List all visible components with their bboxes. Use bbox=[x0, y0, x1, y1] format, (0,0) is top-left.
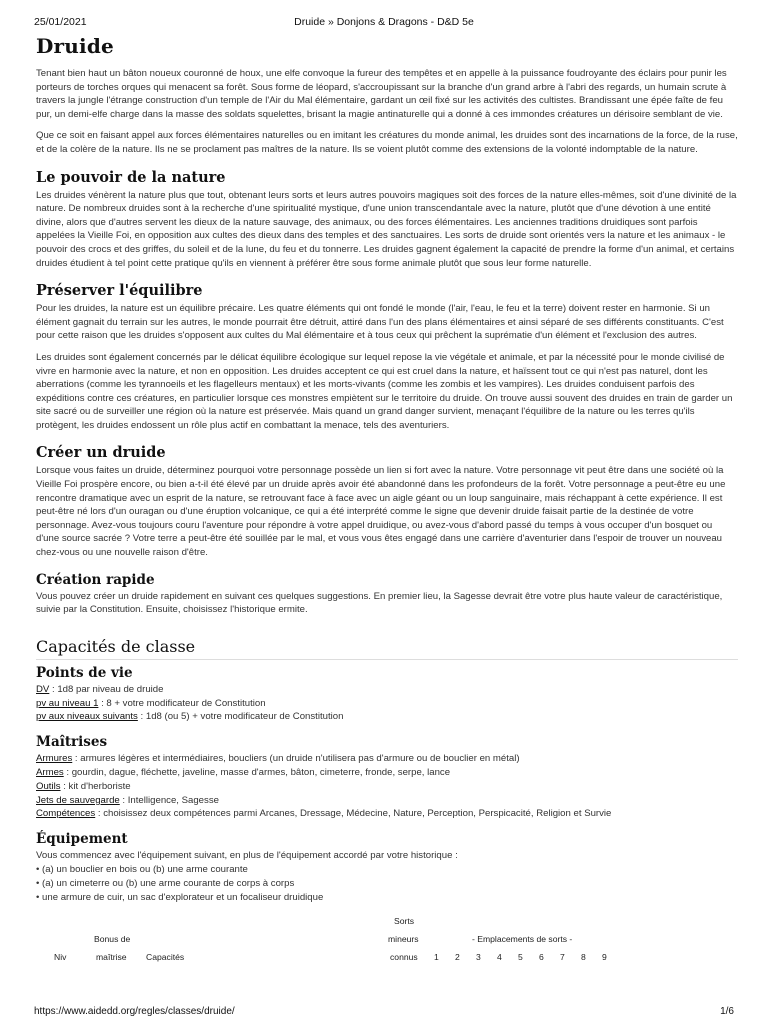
maitrise-line-sauvegarde bbox=[36, 794, 738, 808]
pv-line-niveau1 bbox=[36, 697, 738, 711]
pv-label: DV bbox=[36, 683, 50, 695]
th-slot-7: 7 bbox=[560, 952, 565, 963]
heading-points-de-vie: Points de vie bbox=[36, 664, 133, 681]
equipement-item: • (a) un cimeterre ou (b) une arme courante de corps à corps bbox=[36, 877, 295, 889]
maitrise-value: : kit d'herboriste bbox=[60, 780, 131, 792]
maitrise-label: Armes bbox=[36, 767, 64, 778]
th-maitrise: maîtrise bbox=[96, 952, 127, 963]
maitrise-label: Armures bbox=[36, 753, 73, 765]
creer-paragraph: Lorsque vous faites un druide, déterminez pourquoi votre personnage possède un lien si fort avec la nature. Votre personnage vit peut être dans une société où la Vieille Foi prospère encore, ou bien a-t-il été élevé par un druide après avoir été abandonné dans les profondeurs de la forêt. Votre personnage a peut-être eu une rencontre dramatique avec un esprit de la nature, se retrouvant face à face avec un aigle géant ou un loup sanguinaire, mais réchappant à cette expérience. Il est peut-être né lors d'un ouragan ou d'une éruption volcanique, ce qui a été interprété comme le signe que devenir druide faisait partie de la destinée de votre personnage. Avez-vous toujours couru l'aventure pour répondre à votre appel druidique, ou avez-vous d'abord passé du temps à vous occuper d'un bosquet ou d'une source sacrée ? Votre terre a peut-être été souillée par le mal, et vous vous êtes engagé dans une carrière d'aventurier dans l'espoir de trouver un nouveau chez-vous ou une nouvelle raison d'être. bbox=[36, 465, 726, 559]
print-header bbox=[34, 16, 734, 30]
th-slot-4: 4 bbox=[497, 952, 502, 963]
pv-label: pv au niveau 1 bbox=[36, 697, 99, 709]
print-url: https://www.aidedd.org/regles/classes/druide/ bbox=[34, 1006, 235, 1017]
pouvoir-paragraph: Les druides vénèrent la nature plus que tout, obtenant leurs sorts et leurs autres pouvoirs magiques soit des forces de la nature elles-mêmes, soit d'une divinité de la nature. De nombreux druides sont à la recherche d'une spiritualité mystique, d'une union transcendantale avec la nature, plutôt que d'une dévotion à une entité divine, alors que d'autres servent les dieux de la nature sauvage, des animaux, ou des forces élémentaires. Les anciennes traditions druidiques sont parfois appelées la Vieille Foi, en opposition aux cultes des dieux dans des temples et des sanctuaires. Les sorts de druide sont orientés vers la nature et les animaux - le pouvoir des crocs et des griffes, du soleil et de la lune, du feu et du tonnerre. Les druides gagnent également la capacité de prendre la forme d'un animal, et certains druides étudient à tel point cette pratique qu'ils en viennent à préférer être sous forme animale plutôt que sous leur forme naturelle. bbox=[36, 189, 737, 269]
th-niv: Niv bbox=[54, 952, 67, 963]
page-number: 1/6 bbox=[720, 1006, 734, 1017]
print-date: 25/01/2021 bbox=[34, 16, 87, 28]
maitrise-value: : armures légères et intermédiaires, boucliers (un druide n'utilisera pas d'armure ou de bouclier en métal) bbox=[72, 753, 520, 765]
maitrise-value: : gourdin, dague, fléchette, javeline, masse d'armes, bâton, cimeterre, fronde, serpe, lance bbox=[63, 767, 451, 778]
intro-paragraph-1: Tenant bien haut un bâton noueux couronné de houx, une elfe convoque la fureur des tempêtes et en appelle à la puissance foudroyante des éclairs pour punir les porteurs de torches orques qui menacent sa forêt. Sous forme de léopard, s'accroupissant sur la branche d'un grand arbre à l'abri des regards, un humain scrute à travers la jungle l'étrange construction d'un temple de l'Air du Mal élémentaire, gardant un œil fixé sur les activités des cultistes. Brandissant une épée faîte de feu pur, un demi-elfe charge dans la masse des soldats squelettes, brisant la magie antinaturelle qui a donné à ces immondes créatures un dérisoire semblant de vie. bbox=[36, 68, 727, 120]
heading-pouvoir: Le pouvoir de la nature bbox=[36, 168, 226, 186]
th-bonus: Bonus de bbox=[94, 934, 131, 945]
th-emplacements: - Emplacements de sorts - bbox=[472, 934, 573, 945]
equilibre-paragraph-2: Les druides sont également concernés par le délicat équilibre écologique sur lequel repose la vie végétale et animale, et par la nécessité pour le monde civilisé de vivre en harmonie avec la nature, et non en opposition. Les druides acceptent ce qui est cruel dans la nature, et haïssent tout ce qui n'est pas naturel, dont les aberrations (comme les tyrannoeils et les flagelleurs mentaux) et les morts-vivants (comme les zombis et les vampires). Les druides conduisent parfois des expéditions contre ces créatures, en particulier lorsque ces monstres empiètent sur le territoire du druide. On trouve aussi souvent des druides en train de garder un site sacré ou de surveiller une région où la nature est préservée. Mais quand un grand danger survient, menaçant l'équilibre de la nature ou les terres qu'ils protègent, les druides endossent un rôle plus actif en combattant la menace, tels des aventuriers. bbox=[36, 351, 733, 431]
th-connus: connus bbox=[390, 952, 418, 963]
article bbox=[36, 34, 738, 968]
maitrise-line-armures bbox=[36, 752, 738, 766]
pv-line-dv bbox=[36, 683, 738, 697]
th-slot-3: 3 bbox=[476, 952, 481, 963]
pv-label: pv aux niveaux suivants bbox=[36, 711, 138, 723]
heading-maitrises: Maîtrises bbox=[36, 734, 108, 751]
pv-value: : 1d8 (ou 5) + votre modificateur de Constitution bbox=[137, 711, 344, 723]
equilibre-paragraph-1: Pour les druides, la nature est un équilibre précaire. Les quatre éléments qui ont fondé le monde (l'air, l'eau, le feu et la terre) doivent rester en harmonie. Si un élément gagnait du terrain sur les autres, le monde pourrait être détruit, attiré dans l'un des plans élémentaires et ainsi séparé de ses différents constituants. C'est pour cette raison que les druides s'opposent aux cultes du Mal élémentaire et à tous ceux qui prêchent la suprématie d'un élément et l'exclusion des autres. bbox=[36, 303, 724, 342]
heading-equipement: Équipement bbox=[36, 831, 128, 848]
equipement-intro: Vous commencez avec l'équipement suivant, en plus de l'équipement accordé par votre historique : bbox=[36, 850, 458, 862]
heading-creation-rapide: Création rapide bbox=[36, 571, 155, 588]
maitrise-label: Jets de sauvegarde bbox=[36, 794, 120, 806]
equipement-item: • une armure de cuir, un sac d'explorateur et un focaliseur druidique bbox=[36, 891, 324, 903]
intro-paragraph-2: Que ce soit en faisant appel aux forces élémentaires naturelles ou en imitant les créatures du monde animal, les druides sont des incarnations de la force, de la ruse, et de la colère de la nature. Ils ne se proclament pas maîtres de la nature. Ils se voient plutôt comme des extensions de la volonté indomptable de la nature. bbox=[36, 130, 738, 155]
creation-rapide-paragraph: Vous pouvez créer un druide rapidement en suivant ces quelques suggestions. En premier lieu, la Sagesse devrait être votre plus haute valeur de caractéristique, suivie par la Constitution. Ensuite, choisissez l'historique ermite. bbox=[36, 590, 723, 616]
pv-value: : 8 + votre modificateur de Constitution bbox=[98, 697, 266, 709]
th-sorts: Sorts bbox=[394, 916, 415, 927]
print-title: Druide » Donjons & Dragons - D&D 5e bbox=[294, 16, 474, 28]
th-slot-8: 8 bbox=[581, 952, 586, 963]
th-slot-5: 5 bbox=[518, 952, 523, 963]
druid-progression-table-header bbox=[36, 916, 738, 968]
maitrise-label: Outils bbox=[36, 780, 61, 792]
maitrise-line-outils bbox=[36, 780, 738, 794]
maitrise-line-armes bbox=[36, 766, 738, 780]
th-slot-9: 9 bbox=[602, 952, 607, 963]
heading-equilibre: Préserver l'équilibre bbox=[36, 282, 203, 300]
maitrise-value: : choisissez deux compétences parmi Arcanes, Dressage, Médecine, Nature, Perception, Perspicacité, Religion et Survie bbox=[95, 808, 612, 820]
pv-line-suivants bbox=[36, 710, 738, 724]
th-mineurs: mineurs bbox=[388, 934, 419, 945]
heading-creer: Créer un druide bbox=[36, 444, 166, 462]
maitrise-line-competences bbox=[36, 807, 738, 821]
th-slot-1: 1 bbox=[434, 952, 439, 963]
th-slot-6: 6 bbox=[539, 952, 544, 963]
pv-value: : 1d8 par niveau de druide bbox=[49, 683, 164, 695]
th-slot-2: 2 bbox=[455, 952, 460, 963]
maitrise-label: Compétences bbox=[36, 808, 96, 820]
equipement-item: • (a) un bouclier en bois ou (b) une arme courante bbox=[36, 863, 248, 875]
maitrise-value: : Intelligence, Sagesse bbox=[119, 794, 219, 806]
heading-capacites: Capacités de classe bbox=[36, 637, 738, 660]
page-title: Druide bbox=[36, 34, 114, 58]
th-capacites: Capacités bbox=[146, 952, 185, 963]
